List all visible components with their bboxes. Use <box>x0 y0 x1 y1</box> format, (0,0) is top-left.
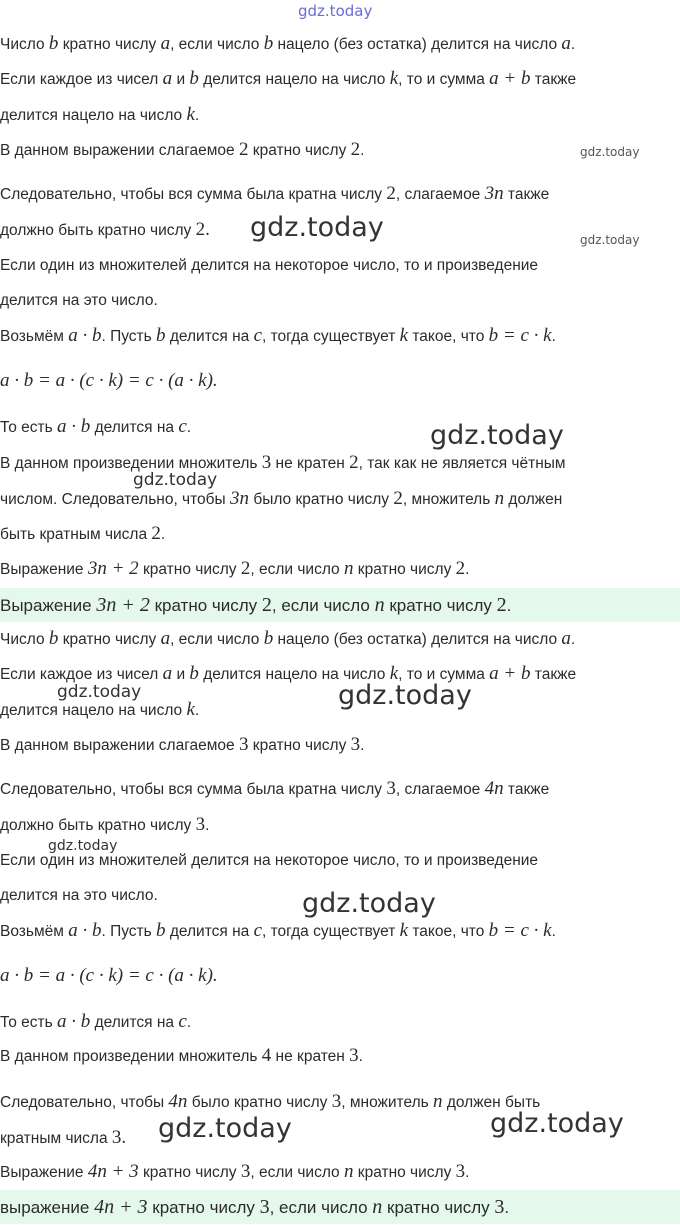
text: , если число <box>271 596 375 615</box>
math-k: k <box>186 104 195 125</box>
text: и <box>172 666 190 683</box>
math-n: n <box>374 594 385 616</box>
math-sum: a + b <box>489 663 531 684</box>
text: Возьмём <box>0 328 69 345</box>
text: также <box>503 781 550 798</box>
text: Если каждое из чисел <box>0 71 163 88</box>
text: . <box>360 737 365 754</box>
math-b: b <box>156 920 166 941</box>
math-number: 2 <box>350 139 361 160</box>
text: , если число <box>269 1198 373 1217</box>
text-line-1 <box>0 33 680 56</box>
math-term: 3n <box>484 183 504 204</box>
math-n: n <box>494 488 505 509</box>
math-n: n <box>433 1091 443 1112</box>
math-number: 3 <box>349 1045 359 1066</box>
text: . <box>551 328 556 345</box>
text: В данном выражении слагаемое <box>0 142 239 159</box>
math-number: 2 <box>386 183 396 204</box>
text: . <box>570 36 576 53</box>
text: кратным числа <box>0 1130 112 1147</box>
watermark: gdz.today <box>580 233 640 247</box>
math-b: b <box>263 33 274 54</box>
math-a: a <box>561 628 571 649</box>
text: . Пусть <box>101 923 157 940</box>
text: кратно числу <box>382 1198 495 1217</box>
text-line-20 <box>0 778 680 801</box>
math-formula: a · b = a · (c · k) = c · (a · k). <box>0 965 218 986</box>
text: кратно числу <box>138 1164 241 1181</box>
text: Если каждое из чисел <box>0 666 163 683</box>
math-expression: 3n + 2 <box>87 558 139 579</box>
text: должен <box>504 491 563 508</box>
text-line-13 <box>0 488 680 511</box>
math-number: 2 <box>496 594 507 616</box>
math-number: 3 <box>350 734 361 755</box>
math-n: n <box>343 558 354 579</box>
math-k: k <box>389 68 399 89</box>
text: , если число <box>250 1164 344 1181</box>
math-number: 3 <box>455 1161 466 1182</box>
text: делится на <box>90 419 179 436</box>
text: также <box>530 71 577 88</box>
math-term: 3n <box>230 488 250 509</box>
math-number: 3 <box>331 1091 342 1112</box>
text: также <box>530 666 577 683</box>
math-k: k <box>389 663 399 684</box>
text: такое, что <box>408 328 489 345</box>
math-n: n <box>343 1161 354 1182</box>
math-expression: 3n + 2 <box>96 594 150 616</box>
math-number: 3 <box>195 814 206 835</box>
text: В данном выражении слагаемое <box>0 737 239 754</box>
text: делится нацело на число <box>0 107 187 124</box>
text: кратно числу <box>248 142 351 159</box>
text: Число <box>0 631 49 648</box>
math-expression: 4n + 3 <box>87 1161 139 1182</box>
text: , тогда существует <box>262 328 400 345</box>
math-c: c <box>178 1011 187 1032</box>
math-b: b <box>48 33 59 54</box>
math-expression: 4n + 3 <box>94 1196 148 1218</box>
watermark: gdz.today <box>430 420 564 451</box>
text-line-12 <box>0 452 680 475</box>
text: Если один из множителей делится на некоторое число, то и произведение <box>0 257 539 274</box>
math-number: 2 <box>151 523 161 544</box>
text: делится нацело на число <box>198 71 390 88</box>
math-k: k <box>186 699 195 720</box>
text: . <box>194 107 200 124</box>
text-line-27 <box>0 1045 680 1068</box>
text-line-16 <box>0 628 680 651</box>
text: , если число <box>170 36 264 53</box>
watermark: gdz.today <box>158 1113 292 1144</box>
math-equation: b = c · k <box>488 325 552 346</box>
text: кратно числу <box>149 596 262 615</box>
watermark: gdz.today <box>490 1108 624 1139</box>
text: должен быть <box>442 1094 541 1111</box>
text: выражение <box>0 1198 95 1217</box>
text: , так как не является чётным <box>358 455 566 472</box>
math-number: 2 <box>238 139 249 160</box>
math-a: a <box>160 33 171 54</box>
math-a: a <box>160 628 171 649</box>
text: Число <box>0 36 49 53</box>
formula-line <box>0 370 680 393</box>
text-line-4 <box>0 139 680 162</box>
text: . <box>186 1014 192 1031</box>
math-k: k <box>399 920 409 941</box>
text: . <box>465 1164 470 1181</box>
math-number: 3 <box>259 1196 270 1218</box>
answer-box-1 <box>0 588 680 622</box>
text-line-5 <box>0 183 680 206</box>
text: , слагаемое <box>395 186 485 203</box>
math-number: 3 <box>261 452 272 473</box>
answer-box-2 <box>0 1190 680 1224</box>
text: делится на <box>90 1014 179 1031</box>
text-line-8 <box>0 290 680 312</box>
math-product: a · b <box>68 325 102 346</box>
math-product: a · b <box>57 416 91 437</box>
text: . <box>551 923 556 940</box>
text: В данном произведении множитель <box>0 455 262 472</box>
text: и <box>172 71 190 88</box>
text-line-7 <box>0 255 680 277</box>
text: , если число <box>170 631 264 648</box>
text: быть кратным числа <box>0 526 152 543</box>
text: кратно числу <box>353 1164 456 1181</box>
text: также <box>503 186 550 203</box>
text: . <box>570 631 576 648</box>
text: . <box>360 142 365 159</box>
math-product: a · b <box>57 1011 91 1032</box>
math-c: c <box>253 325 262 346</box>
watermark: gdz.today <box>133 470 218 490</box>
math-a: a <box>162 663 173 684</box>
text: Выражение <box>0 561 88 578</box>
math-number: 3. <box>111 1127 127 1148</box>
text: должно быть кратно числу <box>0 222 196 239</box>
math-number: 2 <box>240 558 251 579</box>
text: кратно числу <box>248 737 351 754</box>
text: . <box>186 419 192 436</box>
watermark: gdz.today <box>338 680 472 711</box>
text: . <box>358 1048 363 1065</box>
math-k: k <box>399 325 409 346</box>
text: . <box>504 1198 510 1217</box>
text: , то и сумма <box>398 666 490 683</box>
text: должно быть кратно числу <box>0 817 196 834</box>
text: В данном произведении множитель <box>0 1048 262 1065</box>
text: , множитель <box>402 491 495 508</box>
math-number: 3 <box>494 1196 505 1218</box>
text: Возьмём <box>0 923 69 940</box>
text-line-22 <box>0 850 680 872</box>
text: То есть <box>0 419 58 436</box>
text: было кратно числу <box>249 491 394 508</box>
text: Выражение <box>0 1164 88 1181</box>
text: . <box>465 561 470 578</box>
math-formula: a · b = a · (c · k) = c · (a · k). <box>0 370 218 391</box>
math-number: 2 <box>393 488 403 509</box>
watermark: gdz.today <box>580 145 640 159</box>
text: . <box>205 817 210 834</box>
watermark: gdz.today <box>57 682 142 702</box>
math-b: b <box>156 325 166 346</box>
math-b: b <box>263 628 274 649</box>
text-line-26 <box>0 1011 680 1034</box>
text: не кратен <box>271 455 350 472</box>
math-b: b <box>189 663 199 684</box>
text: . <box>506 596 512 615</box>
text: кратно числу <box>353 561 456 578</box>
text: делится на <box>165 923 254 940</box>
text: . <box>160 526 166 543</box>
text-line-11 <box>0 416 680 439</box>
text: было кратно числу <box>187 1094 332 1111</box>
math-a: a <box>162 68 173 89</box>
text: кратно числу <box>58 36 161 53</box>
math-b: b <box>48 628 59 649</box>
text: Следовательно, чтобы <box>0 1094 169 1111</box>
text: Следовательно, чтобы вся сумма была кратна числу <box>0 781 387 798</box>
text-line-2 <box>0 68 680 91</box>
math-number: 2 <box>455 558 466 579</box>
text: делится нацело на число <box>198 666 390 683</box>
math-number: 3 <box>240 1161 251 1182</box>
text: Выражение <box>0 596 97 615</box>
math-c: c <box>178 416 187 437</box>
math-b: b <box>189 68 199 89</box>
text-line-3 <box>0 104 680 127</box>
text: кратно числу <box>384 596 497 615</box>
math-number: 2. <box>195 219 210 240</box>
watermark: gdz.today <box>48 838 118 854</box>
math-n: n <box>372 1196 383 1218</box>
text: делится на это число. <box>0 292 158 309</box>
text-line-30 <box>0 1161 680 1184</box>
text: числом. Следовательно, чтобы <box>0 491 231 508</box>
text: Следовательно, чтобы вся сумма была кратна числу <box>0 186 387 203</box>
formula-line <box>0 965 680 988</box>
text: , тогда существует <box>262 923 400 940</box>
text-line-24 <box>0 920 680 943</box>
text-line-19 <box>0 734 680 757</box>
text: Если один из множителей делится на некоторое число, то и произведение <box>0 852 539 869</box>
math-equation: b = c · k <box>488 920 552 941</box>
text-line-15 <box>0 558 680 581</box>
math-number: 3 <box>238 734 249 755</box>
watermark-top: gdz.today <box>298 2 373 20</box>
text: кратно числу <box>58 631 161 648</box>
text-line-9 <box>0 325 680 348</box>
text: делится на это число. <box>0 887 158 904</box>
text: кратно числу <box>147 1198 260 1217</box>
text: нацело (без остатка) делится на число <box>273 631 562 648</box>
text: нацело (без остатка) делится на число <box>273 36 562 53</box>
text: , то и сумма <box>398 71 490 88</box>
math-number: 2 <box>261 594 272 616</box>
math-c: c <box>253 920 262 941</box>
text: , если число <box>250 561 344 578</box>
text: делится на <box>165 328 254 345</box>
text: кратно числу <box>138 561 241 578</box>
math-number: 3 <box>386 778 396 799</box>
text-line-14 <box>0 523 680 546</box>
text: . <box>194 702 200 719</box>
math-sum: a + b <box>489 68 531 89</box>
text: делится нацело на число <box>0 702 187 719</box>
math-term: 4n <box>484 778 504 799</box>
math-number: 2 <box>349 452 359 473</box>
text: такое, что <box>408 923 489 940</box>
math-product: a · b <box>68 920 102 941</box>
math-term: 4n <box>168 1091 188 1112</box>
text: , множитель <box>341 1094 434 1111</box>
watermark: gdz.today <box>250 212 384 243</box>
math-number: 4 <box>261 1045 272 1066</box>
math-a: a <box>561 33 571 54</box>
text: То есть <box>0 1014 58 1031</box>
text-line-21 <box>0 814 680 837</box>
text: не кратен <box>271 1048 350 1065</box>
watermark: gdz.today <box>302 888 436 919</box>
text: , слагаемое <box>395 781 485 798</box>
text: . Пусть <box>101 328 157 345</box>
